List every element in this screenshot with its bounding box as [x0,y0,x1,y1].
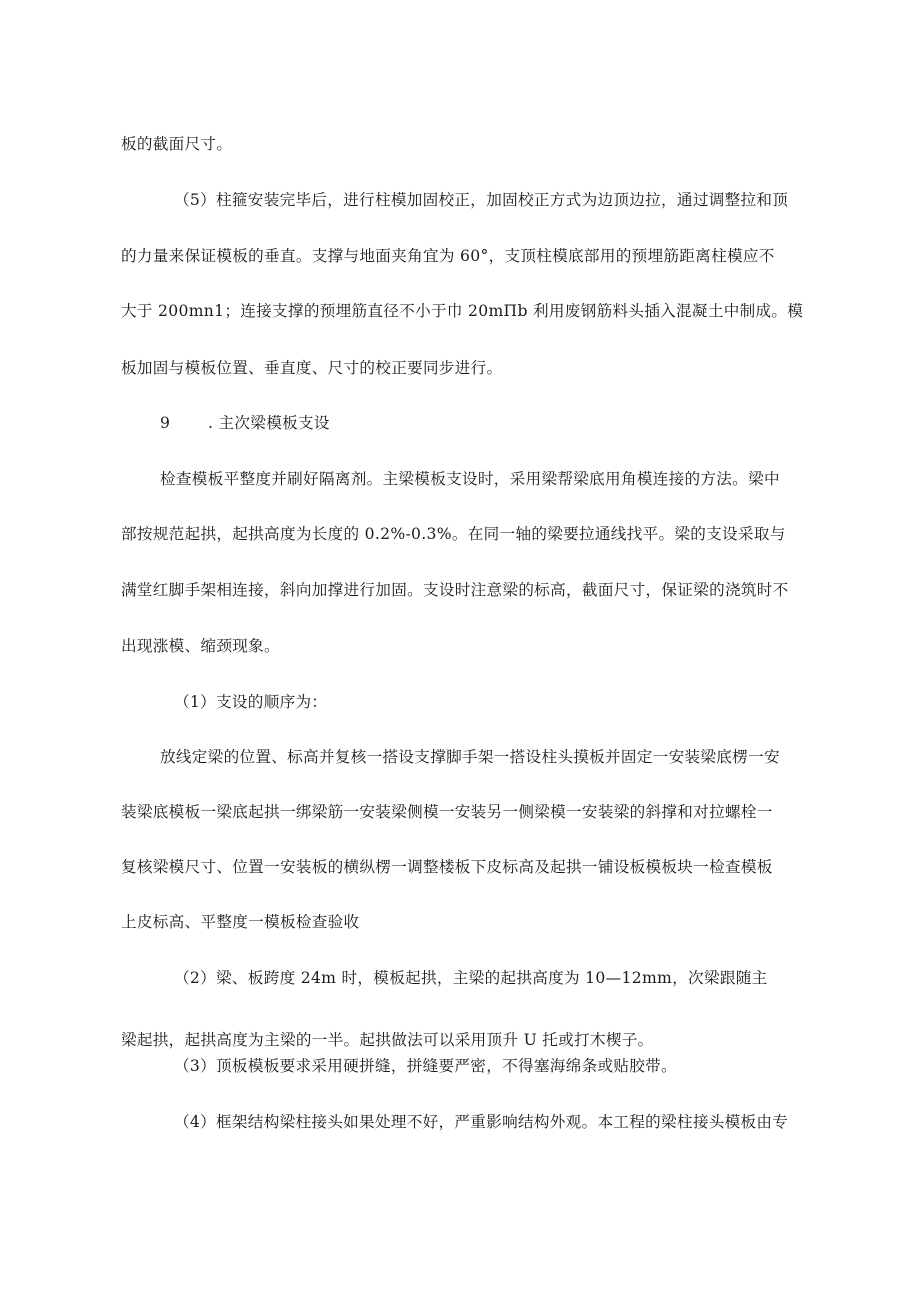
paragraph-line: 梁起拱，起拱高度为主梁的一半。起拱做法可以采用顶升 U 托或打木楔子。 [121,1031,654,1049]
paragraph-line: 复核梁模尺寸、位置一安装板的横纵楞一调整楼板下皮标高及起拱一铺设板模板块一检查模板 [121,858,773,876]
paragraph-line: 检查模板平整度并刷好隔离剂。主梁模板支设时，采用梁帮梁底用角模连接的方法。梁中 [160,470,780,488]
paragraph-line: 满堂红脚手架相连接，斜向加撑进行加固。支设时注意梁的标高，截面尺寸，保证梁的浇筑时不 [121,581,789,599]
paragraph-line: 放线定梁的位置、标高并复核一搭设支撑脚手架一搭设柱头摸板并固定一安装梁底楞一安 [160,748,780,766]
paragraph-line: 的力量来保证模板的垂直。支撑与地面夹角宜为 60°，支顶柱模底部用的预埋筋距离柱模应不 [121,247,775,265]
list-item: （3）顶板模板要求采用硬拼缝，拼缝要严密，不得塞海绵条或贴胶带。 [174,1057,677,1075]
section-number: 9 [160,414,171,432]
list-item: （2）梁、板跨度 24m 时，模板起拱，主梁的起拱高度为 10—12mm，次梁跟随主 [174,969,768,987]
paragraph-line: 大于 200mn1；连接支撑的预埋筋直径不小于巾 20mΠb 利用废钢筋料头插入混凝土中制成。模 [121,302,804,320]
paragraph-line: 部按规范起拱，起拱高度为长度的 0.2%-0.3%。在同一轴的梁要拉通线找平。梁的支设采取与 [121,525,786,543]
paragraph-line: 装梁底模板一梁底起拱一绑梁筋一安装梁侧模一安装另一侧梁模一安装梁的斜撑和对拉螺栓一 [121,803,773,821]
section-title: . 主次梁模板支设 [208,414,330,432]
paragraph-line: 板的截面尺寸。 [121,135,233,153]
list-item-heading: （1）支设的顺序为： [174,693,328,711]
paragraph-line: 板加固与模板位置、垂直度、尺寸的校正要同步进行。 [121,359,503,377]
section-heading [160,413,865,433]
list-item: （4）框架结构梁柱接头如果处理不好，严重影响结构外观。本工程的梁柱接头模板由专 [174,1113,789,1131]
paragraph-line: 上皮标高、平整度一模板检查验收 [121,913,360,931]
paragraph-line: （5）柱箍安装完毕后，进行柱模加固校正，加固校正方式为边顶边拉，通过调整拉和顶 [174,191,789,209]
paragraph-line: 出现涨模、缩颈现象。 [121,637,280,655]
